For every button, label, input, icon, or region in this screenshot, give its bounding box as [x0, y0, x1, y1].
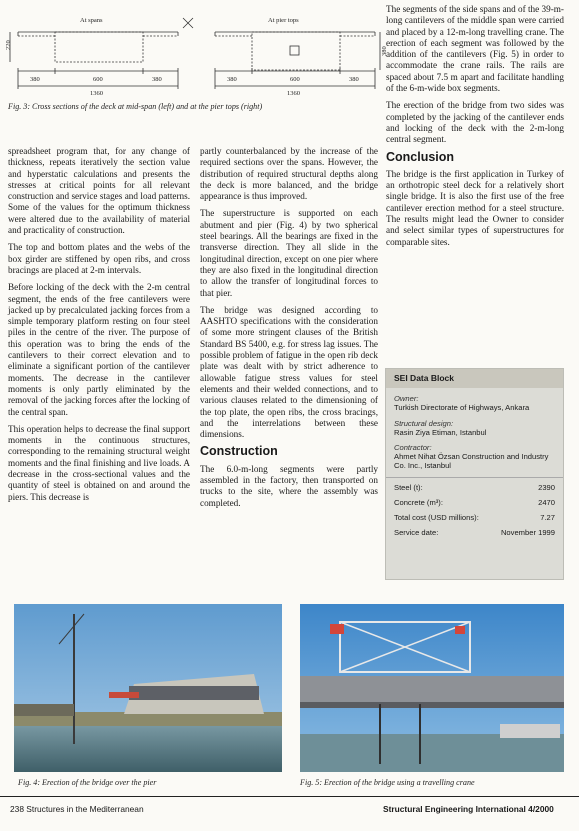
- sei-row-concrete: Concrete (m³): 2470: [394, 497, 555, 507]
- col1-paragraph-1: spreadsheet program that, for any change of thickness, repeats iteratively the section value and hyperstatic calculations and presents the stresses at critical points for all relevant construction and service stages and load patterns. Some of the values for the optimum thickness were altered due to the availability of material and practicality of construction.: [8, 146, 190, 236]
- sei-row-steel: Steel (t): 2390: [394, 482, 555, 492]
- figure-4-photo: [14, 604, 282, 772]
- figure-4-caption: Fig. 4: Erection of the bridge over the pier: [18, 778, 157, 787]
- col3-paragraph-2: The erection of the bridge from two sides was completed by the jacking of the cantilever ends and locking of the deck with the 2-m-long central segment.: [386, 100, 564, 145]
- col1-paragraph-2: The top and bottom plates and the webs of the box girder are stiffened by open ribs, and cross bracings are placed at 2-m intervals.: [8, 242, 190, 275]
- dim-left-3: 380: [152, 76, 162, 83]
- label-at-pier-tops: At pier tops: [268, 17, 299, 24]
- dim-right-3: 380: [349, 76, 359, 83]
- dim-height-right: 380: [381, 46, 388, 56]
- dim-height-left: 220: [5, 40, 12, 50]
- col3-paragraph-3: The bridge is the first application in Turkey of an orthotropic steel deck for a relatively short single bridge. It is also the first use of the free cantilever erection method for a steel structure. The results might lead the Owner to consider and select similar types of superstructures for comparable sites.: [386, 168, 564, 247]
- heading-construction: Construction: [200, 444, 278, 459]
- text-column-2: [200, 146, 378, 515]
- dim-left-1: 380: [30, 76, 40, 83]
- sei-design: Rasin Ziya Etiman, Istanbul: [394, 427, 487, 437]
- label-at-spans: At spans: [80, 17, 103, 24]
- col2-paragraph-3: The bridge was designed according to AASHTO specifications with the consideration of some more stringent clauses of the British Standard BS 5400, e.g. for stress lag issues. The possible problem of fatigue in the open rib deck plate was dealt with by strict adherence to allowable fatigue stress values for steel elements and their welded connections, and to various clauses related to the dimensioning of the top plate, the open ribs, the cross bracings, and the interrelations between these dimensions.: [200, 304, 378, 440]
- col3-paragraph-1: The segments of the side spans and of the 39-m-long cantilevers of the middle span were carried and placed by a 12-m-long travelling crane. The erection of each segment was followed by the addition of the cantilevers (Fig. 5) in order to accommodate the crane rails. The rails are spaced about 7.5 m apart and facilitate handling of the 6-m-wide box segments.: [386, 4, 564, 94]
- dim-left-total: 1360: [90, 90, 103, 97]
- sei-row-cost: Total cost (USD millions): 7.27: [394, 513, 555, 523]
- sei-owner-label: Owner:: [394, 394, 419, 404]
- col1-paragraph-4: This operation helps to decrease the final support moments in the continuous structures, corresponding to the remaining structural weight moments and the final finishing and live loads. A decrease in the cross-sectional values and the quantity of steel is obtained on and around the piers. This decrease is: [8, 423, 190, 502]
- text-column-3: [386, 4, 564, 254]
- sei-contractor-label: Contractor:: [394, 443, 432, 453]
- col2-paragraph-1: partly counterbalanced by the increase of the required sections over the spans. However, the distribution of required structural depths along the deck is more balanced, and the bridge appearance is thus improved.: [200, 146, 378, 202]
- col2-paragraph-2: The superstructure is supported on each abutment and pier (Fig. 4) by two spherical steel bearings. All the bearings are fixed in the transverse direction. They all slide in the longitudinal direction, except on one pier where they are also fixed in the longitudinal direction to allow the transfer of longitudinal forces to that pier.: [200, 208, 378, 298]
- heading-conclusion: Conclusion: [386, 149, 455, 164]
- dim-right-total: 1360: [287, 90, 300, 97]
- text-column-1: [8, 146, 190, 509]
- dim-left-2: 600: [93, 76, 103, 83]
- sei-data-block: [385, 368, 564, 580]
- sei-contractor: Ahmet Nihat Özsan Construction and Industry Co. Inc., Istanbul: [394, 452, 549, 471]
- figure-3-caption: Fig. 3: Cross sections of the deck at mid-span (left) and at the pier tops (right): [8, 102, 263, 111]
- dim-right-1: 380: [227, 76, 237, 83]
- col1-paragraph-3: Before locking of the deck with the 2-m central segment, the ends of the free cantilevers were jacked up by precalculated jacking forces from a simple temporary platform resting on four steel piles in the centre of the river. The purpose of this operation was to bring the ends of the cantilevers to their correct elevation and to eliminate a significant portion of the cantilever moments. The decrease in the cantilever moments is only partly eliminated by the removal of the jacking forces after the locking of the central span.: [8, 282, 190, 417]
- sei-owner: Turkish Directorate of Highways, Ankara: [394, 403, 530, 413]
- footer-right: Structural Engineering International 4/2000: [383, 804, 554, 814]
- dim-right-2: 600: [290, 76, 300, 83]
- sei-title: SEI Data Block: [386, 369, 563, 388]
- col2-paragraph-4: The 6.0-m-long segments were partly assembled in the factory, then transported on trucks to the site, where the assembly was completed.: [200, 463, 378, 508]
- sei-design-label: Structural design:: [394, 418, 454, 428]
- sei-row-service-date: Service date: November 1999: [394, 528, 555, 538]
- figure-5-photo: [300, 604, 564, 772]
- footer-left: 238 Structures in the Mediterranean: [10, 804, 144, 814]
- figure-5-caption: Fig. 5: Erection of the bridge using a travelling crane: [300, 778, 475, 787]
- figure-3-cross-sections: [0, 0, 388, 115]
